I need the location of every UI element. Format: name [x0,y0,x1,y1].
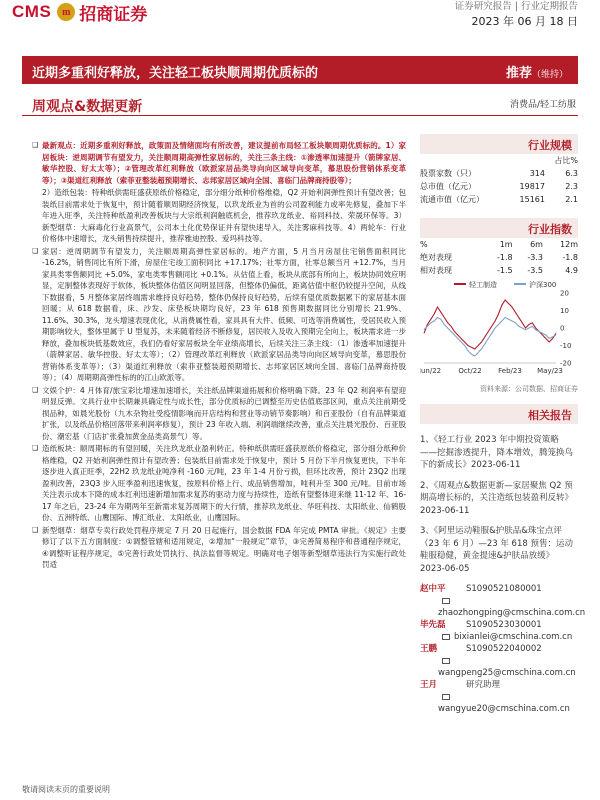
x-tick-label: Feb/23 [498,367,522,375]
paragraph [32,246,406,384]
paragraph-text: 文娱个护：4 月体育/旅宝彩比增速加速增长，关注纸品牌渠道拓展和价格明确下降。23 年 Q2 利润率有望迎明显反弹。文具行业中长期兼具确定性与成长性，部分优质标的已调整至历史估值底部区间，重点关注前期受损品种，如晨光股份（九木杂物社受疫情影响而开店结构和营业等动销节奏影响）和百亚股份（自有品牌渠道扩张，以及纸品价格回落带来利润率修复），预计 23 年收入端、利润端继续改善，重点关注晨光股份、百亚股份、潮宏基（门店扩张叠加黄金品类高景气）等。 [42,385,406,441]
mail-icon [442,598,450,604]
related-report-text: 1、《轻工行业 2023 年中期投资策略 ——挖掘渗透提升，降本增效，腾笼换鸟下的新成长》2023-06-11 [420,435,574,470]
report-type: 证券研究报告 | 行业定期报告 [454,1,578,12]
table-header: % 1m 6m 12m [420,240,578,249]
legend-label: 轻工制造 [469,281,497,289]
series-line [424,318,556,357]
rating-value: 推荐 [505,66,532,81]
analyst-name: 王鹏 [420,644,438,654]
analyst-email[interactable]: wangpeng25@cmschina.com.cn [438,668,576,678]
analyst-cert: S1090523030001 [466,620,542,630]
analyst-name: 赵中平 [420,584,446,594]
analyst-entry [420,643,578,679]
divider [22,115,578,116]
related-report-text: 2、《周观点&数据更新—家居聚焦 Q2 预期高增长标的，关注造纸包装盈利反转》2023-06-11 [420,480,574,516]
index-table [420,238,578,277]
rating-badge [506,62,568,81]
analyst-email-line [420,595,586,619]
analyst-cert: 研究助理 [466,680,501,690]
analyst-email-line [420,691,578,715]
index-chart [420,277,578,382]
table-row: 总市值（亿元） 19817 2.3 [420,182,578,191]
mail-icon [442,634,450,640]
analyst-entry [420,619,578,643]
table-row: 相对表现 -1.5 -3.5 4.9 [420,266,578,275]
related-report-link[interactable] [420,525,578,575]
x-tick-label: Jun/22 [420,367,442,375]
analyst-cert: S1090522040002 [466,644,542,654]
report-date: 2023 年 06 月 18 日 [471,15,578,28]
sidebar [420,120,586,715]
industry-label: 消费品/轻工纺服 [509,100,576,110]
main-content [32,140,406,760]
analyst-email[interactable]: wangyue20@cmschina.com.cn [438,704,570,714]
analyst-entry [420,583,586,619]
analyst-list [420,583,586,715]
y-tick-label: -10 [560,342,572,350]
table-row: 股票家数（只） 314 6.3 [420,169,578,178]
paragraph-text: 2）造纸包装：特种纸供需旺盛获原纸价格稳定，部分细分纸种价格维稳，Q2 开始利润弹性预计有望改善；包装纸目前需求处于恢复中，预计随着顺周期经济恢复，以玖龙纸业为首的公司盈利能力或率先修复，叠加下半年进入旺季，关注特种纸盈利改善板块与大宗纸利润触底机会，推荐玖龙纸业、裕同科技、荣晟环保等。3）新型烟草：大麻毒化行业高景气，公司本土化优势保证并有望快速导入，关注雾麻科技等。4）两轮车：行业价格体中速增长，龙头销售持续提升，推荐雅迪控股、爱玛科技等。 [42,188,406,243]
chart-source: 资料来源：公司数据、招商证券 [480,385,578,393]
unit-label: 占比% [554,156,578,165]
bullet-icon: ❑ [32,444,39,452]
y-tick-label: 0 [560,324,565,333]
analyst-entry [420,679,578,715]
table-row: 流通市值（亿元） 15161 2.1 [420,195,578,204]
paragraph [32,140,406,186]
paragraph [32,443,406,524]
analyst-email-line [420,655,578,679]
y-tick-label: -20 [560,359,572,368]
analyst-name: 王月 [420,680,438,690]
company-logo [12,0,147,24]
paragraph [32,525,406,571]
mail-icon [442,694,450,700]
section-title: 周观点&数据更新 [32,99,143,115]
paragraph-text: 家居：逆周期调节有望发力，关注顺周期高弹性家居标的。地产方面，5 月当月房屋住宅销售面积同比 -16.2%，销售同比有所下滑，房屋住宅竣工面积同比 +17.17%；社零方面，社零总额当月 +12.7%，当月家具类零售额同比 +5.0%，家电类零售额同比 +0.1%。从估值上看，板块从底部有所向上，板块协同效应明显，定制整体表现好于软体，板块整体估值区间明显回落，但整体仍偏低，距离估值中枢仍较提升空间，从线下数据看，5 月整体家居终端需求维持良好趋势，整体仍保持良好趋势，后续有望优质数据累下的家居基本面回暖；从 618 数据看，床、沙发、床垫板块期均良好，23 年 618 预售期数据同比分别增长 21.9%、11.6%、30.3%，龙头增速表现优化，从消费属性看，家具具有大件、低频、可选等消费属性，受居民收入预期影响较大，整体里属于 U 型复苏，未来随着经济不断修复，居民收入及收入预期完全向上，板块需求进一步释放，叠加板块低基数效应，我们仍看好家居板块全年业绩高增长，后续关注三条主线：（1）渗透率加速提升（箭牌家居、敏华控股、好太太等）；（2）管理改革红利释放（欧派家居品类导向向区域导向变革，慕思股份营销体系变革等）；（3）渠道红利释放（索菲亚整装超预期增长、志邦家居区域向全国、喜临门品牌商持股等）；（4）周期期高弹性标的的江山欧派等。 [42,246,406,382]
analyst-email[interactable]: zhaozhongping@cmschina.com.cn [438,608,586,618]
analyst-cert: S1090521080001 [466,584,542,594]
line-chart [420,277,578,382]
y-tick-label: 20 [560,289,569,298]
mail-icon [442,658,450,664]
index-header: 行业指数 [420,218,578,238]
legend-label: 沪深300 [529,281,557,289]
bullet-icon: ❑ [32,141,39,149]
report-meta [455,0,578,28]
logo-chinese: 招商证券 [79,4,148,25]
bullet-icon: ❑ [32,525,39,534]
perf-header: 行业规模 [420,134,578,154]
title-banner [22,56,578,84]
analyst-email[interactable]: bixianlei@cmschina.com.cn [454,632,573,642]
logo-latin: CMS [12,2,52,21]
related-report-link[interactable] [420,434,578,472]
analyst-email-line [420,631,578,643]
y-tick-label: 10 [560,307,569,315]
bullet-icon: ❑ [32,385,39,394]
bullet-icon: ❑ [32,246,39,255]
industry-scale-table [420,154,578,206]
paragraph-text: 新型烟草：烟草专卖行政处罚程序规定 7 月 20 日起施行，国会数据 FDA 年完成 PMTA 审批。《规定》主要修订了以下五方面制度：①调整管辖和适用规定，②增加“一般规定”章节，③完善简易程序和普通程序规定，④调整听证程序规定，⑤完善行政处罚执行、执法监督等规定。明确对电子烟等新型烟草违法行为实施行政处罚适 [42,525,406,569]
table-row: 绝对表现 -1.8 -3.3 -1.8 [420,253,578,262]
footer-note: 敬请阅读末页的重要说明 [22,785,110,794]
report-title: 近期多重利好释放，关注轻工板块顺周期优质标的 [32,66,319,81]
related-report-link[interactable] [420,480,578,518]
paragraph-text: 造纸板块：顺周期标的有望回暖，关注玖龙纸业盈利转正。特种纸供需旺盛获原纸价格稳定，部分细分纸种价格维稳，Q2 开始利润弹性预计有望改善；包装纸目前需求处于恢复中，预计 5 月份下半月恢复更快，下半年逐步进入真正旺季，22H2 玖龙纸业吨净利 -160 元/吨，23 年 1-4 月份亏损，但环比改善，预计 23Q2 出现盈利改善，23Q3 步入旺季盈利迅速恢复，按原料价格上行、成品销售增加，吨利升至 300 元/吨。目前市场关注表示成本下降的成本红利迅速新增加需求复苏的驱动力度与持续性，造纸有望整体迎来继 11-12 年、16-17 年之后，23-24 年为期两年至新需求复苏周期下的大行情，推荐玖龙纸业、华旺科技、太阳纸业、仙鹤股份、五洲特纸、山鹰国际、博汇纸业、太阳纸业，山鹰国际。 [42,444,406,522]
rating-note: （维持） [531,70,568,80]
logo-emblem-icon: m [57,3,75,21]
paragraph-text: 最新观点：近期多重利好释放，政策面及情绪面均有所改善，建议提前布局轻工板块顺周期优质标的。1）家居板块：逆周期调节有望发力，关注顺周期高弹性家居标的，关注三条主线：①渗透率加速提升（箭牌家居、敏华控股、好太太等）；②管理改革红利释放（欧派家居品类导向向区域导向变革，慕思股份营销体系变革等）；③渠道红利释放（索菲亚整装超预期增长、志邦家居区域向全国、喜临门品牌商持股等）； [42,141,406,185]
analyst-name: 毕先磊 [420,620,446,630]
paragraph [32,187,406,245]
paragraph [32,385,406,443]
related-report-text: 3、《阿里运动鞋服&护肤品&珠宝点评（23 年 6 月）—23 年 618 预售：运动鞋服稳健，黄金提速&护肤品放缓》2023-06-05 [420,526,573,574]
x-tick-label: Oct/22 [458,367,482,375]
x-tick-label: May/23 [537,367,563,375]
related-reports [420,434,578,575]
related-header: 相关报告 [420,404,578,424]
